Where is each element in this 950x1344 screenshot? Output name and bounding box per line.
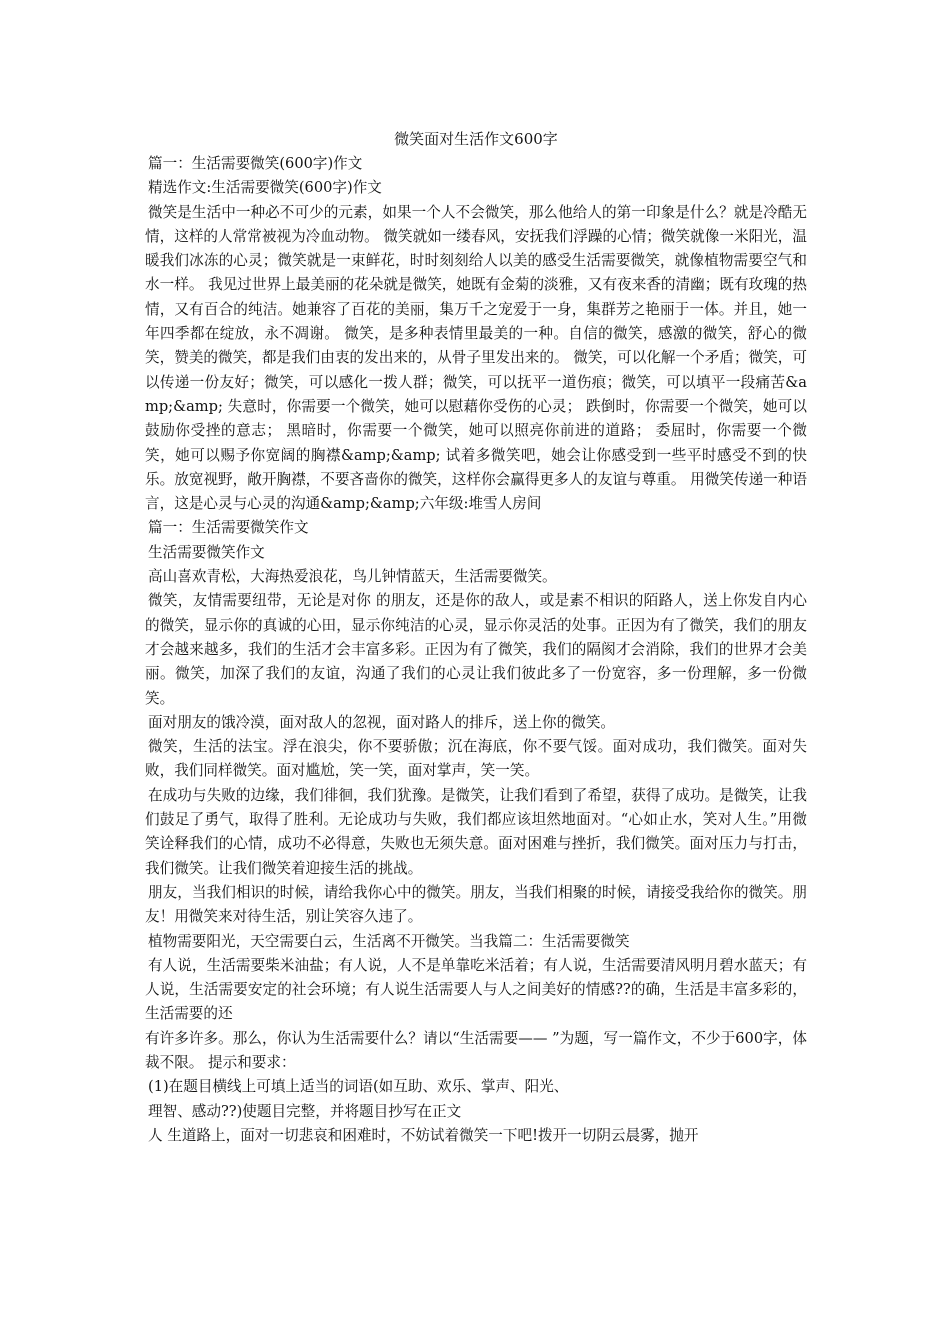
body-paragraph: 植物需要阳光，天空需要白云，生活离不开微笑。当我篇二：生活需要微笑 (148, 932, 630, 950)
section-heading: 篇一：生活需要微笑(600字)作文 (148, 155, 363, 172)
body-paragraph: 微笑，生活的法宝。浮在浪尖，你不要骄傲；沉在海底，你不要气馁。面对成功，我们微笑。面对失败，我们同样微笑。面对尴尬，笑一笑，面对掌声，笑一笑。 (145, 738, 807, 780)
body-paragraph: 高山喜欢青松，大海热爱浪花，鸟儿钟情蓝天，生活需要微笑。 (148, 568, 557, 586)
list-item: (1)在题目横线上可填上适当的词语(如互助、欢乐、掌声、阳光、 (148, 1078, 569, 1096)
body-paragraph: 有许多许多。那么，你认为生活需要什么？请以“生活需要—— ”为题，写一篇作文，不少于600字，体裁不限。 提示和要求： (145, 1029, 807, 1071)
list-item: 理智、感动??)使题目完整，并将题目抄写在正文 (148, 1102, 462, 1120)
section-heading: 篇一：生活需要微笑作文 (148, 519, 309, 537)
document-page (145, 128, 807, 1148)
section-subheading: 生活需要微笑作文 (148, 543, 265, 561)
body-paragraph: 微笑，友情需要纽带，无论是对你 的朋友，还是你的敌人，或是素不相识的陌路人，送上你发自内心的微笑，显示你的真诚的心田，显示你纯洁的心灵，显示你灵活的处事。正因为有了微笑，我们的朋友才会越来越多，我们的生活才会丰富多彩。正因为有了微笑，我们的隔阂才会消除，我们的世界才会美丽。微笑，加深了我们的友谊，沟通了我们的心灵让我们彼此多了一份宽容，多一份理解，多一份微笑。 (145, 592, 807, 707)
body-paragraph: 在成功与失败的边缘，我们徘徊，我们犹豫。是微笑，让我们看到了希望，获得了成功。是微笑，让我们鼓足了勇气，取得了胜利。无论成功与失败，我们都应该坦然地面对。“心如止水，笑对人生。”用微笑诠释我们的心情，成功不必得意，失败也无须失意。面对困难与挫折，我们微笑。面对压力与打击，我们微笑。让我们微笑着迎接生活的挑战。 (145, 786, 807, 877)
body-paragraph: 有人说，生活需要柴米油盐；有人说，人不是单靠吃米活着；有人说，生活需要清风明月碧水蓝天；有人说，生活需要安定的社会环境；有人说生活需要人与人之间美好的情感??的确，生活是丰富多彩的，生活需要的还 (145, 956, 807, 1023)
document-title: 微笑面对生活作文600字 (394, 130, 558, 148)
section-subheading: 精选作文:生活需要微笑(600字)作文 (148, 179, 382, 197)
body-paragraph: 朋友，当我们相识的时候，请给我你心中的微笑。朋友，当我们相聚的时候，请接受我给你的微笑。朋友！用微笑来对待生活，别让笑容久违了。 (145, 883, 807, 926)
body-paragraph: 人 生道路上，面对一切悲哀和困难时，不妨试着微笑一下吧!拨开一切阴云晨雾，抛开 (148, 1126, 699, 1144)
body-paragraph: 面对朋友的饿冷漠，面对敌人的忽视，面对路人的排斥，送上你的微笑。 (148, 713, 616, 731)
body-paragraph: 微笑是生活中一种必不可少的元素，如果一个人不会微笑，那么他给人的第一印象是什么？就是冷酷无情，这样的人常常被视为冷血动物。 微笑就如一缕春风，安抚我们浮躁的心情；微笑就像一米阳光，温暖我们冰冻的心灵；微笑就是一束鲜花，时时刻刻给人以美的感受生活需要微笑，就像植物需要空气和水一样。 我见过世界上最美丽的花朵就是微笑，她既有金菊的淡雅，又有夜来香的清幽；既有玫瑰的热情，又有百合的纯洁。她兼容了百花的美丽，集万千之宠爱于一身，集群芳之艳丽于一体。并且，她一年四季都在绽放，永不凋谢。 微笑，是多种表情里最美的一种。自信的微笑，感激的微笑，舒心的微笑，赞美的微笑，都是我们由衷的发出来的，从骨子里发出来的。 微笑，可以化解一个矛盾；微笑，可以传递一份友好；微笑，可以感化一拨人群；微笑，可以抚平一道伤痕；微笑，可以填平一段痛苦&amp;&amp; 失意时，你需要一个微笑，她可以慰藉你受伤的心灵； 跌倒时，你需要一个微笑，她可以鼓励你受挫的意志； 黑暗时，你需要一个微笑，她可以照亮你前进的道路； 委屈时，你需要一个微笑，她可以赐予你宽阔的胸襟&amp;&amp; 试着多微笑吧，她会让你感受到一些平时感受不到的快乐。放宽视野，敞开胸襟，不要吝啬你的微笑，这样你会赢得更多人的友谊与尊重。 用微笑传递一种语言，这是心灵与心灵的沟通&amp;&amp;六年级:堆雪人房间 (145, 203, 807, 513)
